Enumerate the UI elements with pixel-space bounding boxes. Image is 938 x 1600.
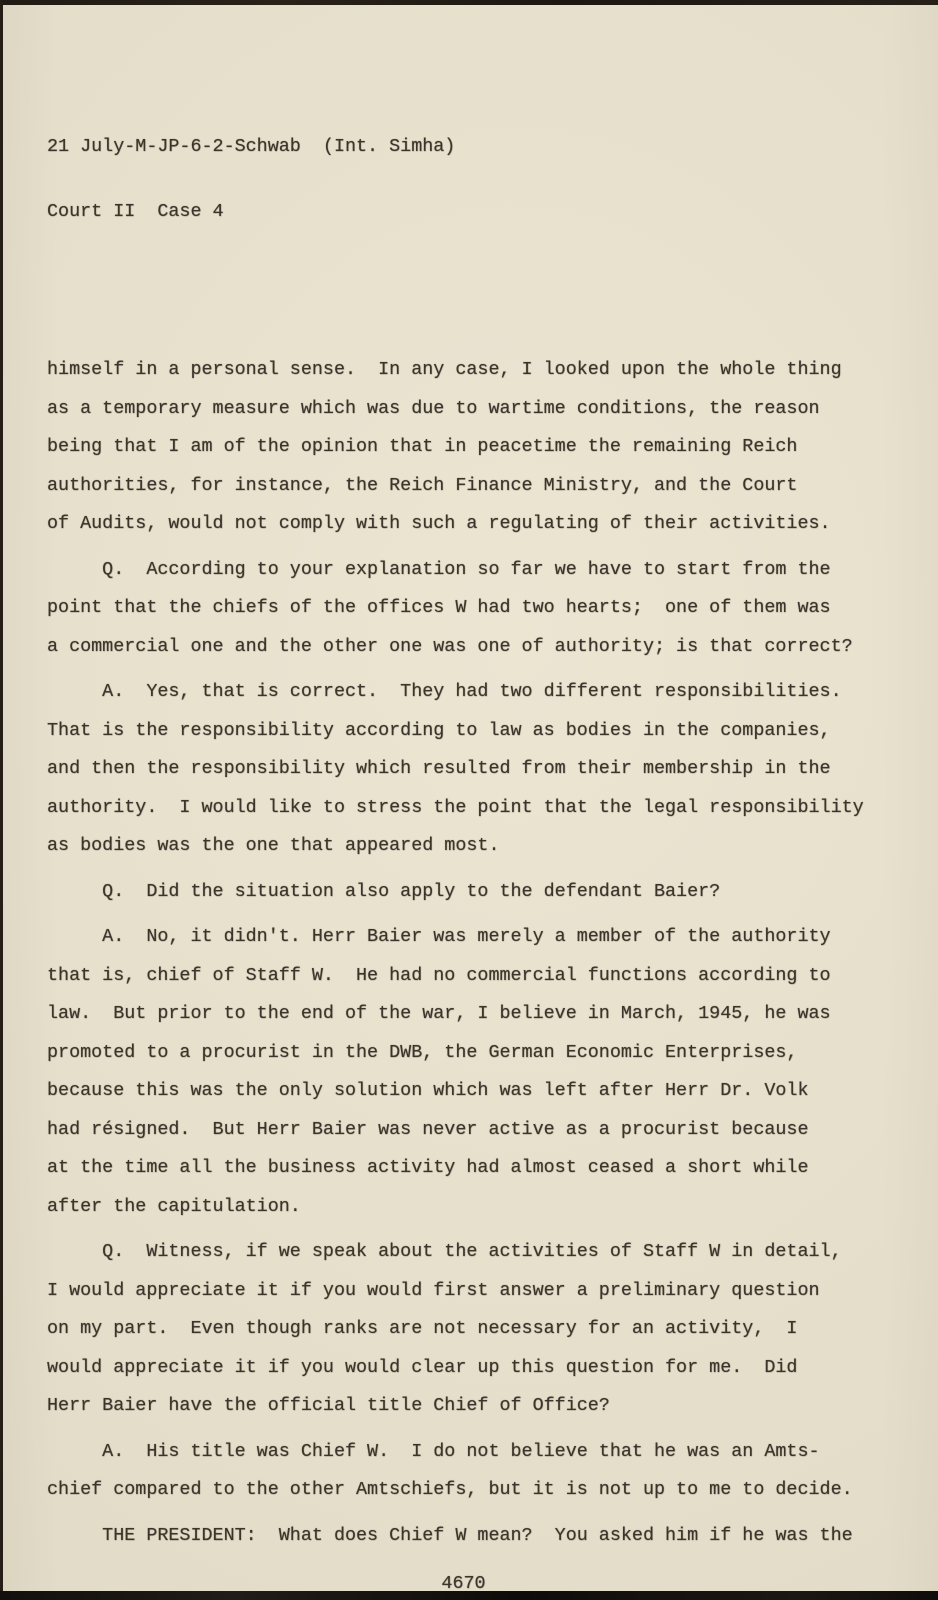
document-page — [3, 5, 938, 1591]
document-line: after the capitulation. — [47, 1195, 301, 1217]
document-line: authorities, for instance, the Reich Finance Ministry, and the Court — [47, 474, 798, 496]
scan-edge-bottom — [0, 1591, 938, 1600]
document-line: Herr Baier have the official title Chief of Office? — [47, 1395, 610, 1416]
document-line: authority. I would like to stress the point that the legal responsibility — [47, 796, 864, 818]
document-line: THE PRESIDENT: What does Chief W mean? You asked him if he was the — [47, 1524, 853, 1546]
document-line: being that I am of the opinion that in peacetime the remaining Reich — [47, 436, 798, 457]
document-line: law. But prior to the end of the war, I believe in March, 1945, he was — [47, 1003, 831, 1024]
document-line: would appreciate it if you would clear up this question for me. Did — [47, 1356, 798, 1378]
document-body — [47, 351, 908, 1555]
document-line: Q. According to your explanation so far we have to start from the — [47, 558, 831, 580]
document-line: That is the responsibility according to law as bodies in the companies, — [47, 719, 831, 741]
header-line-2: Court II Case 4 — [47, 201, 224, 222]
document-line: that is, chief of Staff W. He had no commercial functions according to — [47, 964, 831, 986]
document-line: promoted to a procurist in the DWB, the German Economic Enterprises, — [47, 1041, 798, 1063]
document-line: of Audits, would not comply with such a regulating of their activities. — [47, 513, 831, 534]
document-line: had résigned. But Herr Baier was never active as a procurist because — [47, 1118, 809, 1140]
document-line: A. His title was Chief W. I do not believe that he was an Amts- — [47, 1440, 820, 1462]
document-line: Q. Witness, if we speak about the activities of Staff W in detail, — [47, 1241, 842, 1262]
document-line: as bodies was the one that appeared most. — [47, 835, 500, 856]
document-line: at the time all the business activity had almost ceased a short while — [47, 1157, 809, 1178]
document-line: himself in a personal sense. In any case, I looked upon the whole thing — [47, 359, 842, 380]
document-line: a commercial one and the other one was one of authority; is that correct? — [47, 635, 853, 657]
document-line: and then the responsibility which resulted from their membership in the — [47, 758, 831, 779]
page-number: 4670 — [441, 1573, 486, 1591]
document-header — [47, 93, 908, 265]
document-line: A. Yes, that is correct. They had two different responsibilities. — [47, 681, 842, 702]
document-line: Q. Did the situation also apply to the defendant Baier? — [47, 880, 721, 902]
document-line: on my part. Even though ranks are not necessary for an activity, I — [47, 1318, 798, 1339]
document-line: I would appreciate it if you would first answer a preliminary question — [47, 1279, 820, 1301]
document-line: as a temporary measure which was due to wartime conditions, the reason — [47, 397, 820, 419]
document-line: chief compared to the other Amtschiefs, but it is not up to me to decide. — [47, 1479, 853, 1500]
document-line: point that the chiefs of the offices W had two hearts; one of them was — [47, 597, 831, 618]
document-line: because this was the only solution which was left after Herr Dr. Volk — [47, 1080, 809, 1101]
document-line: A. No, it didn't. Herr Baier was merely a member of the authority — [47, 926, 831, 947]
header-line-1: 21 July-M-JP-6-2-Schwab (Int. Simha) — [47, 136, 456, 157]
